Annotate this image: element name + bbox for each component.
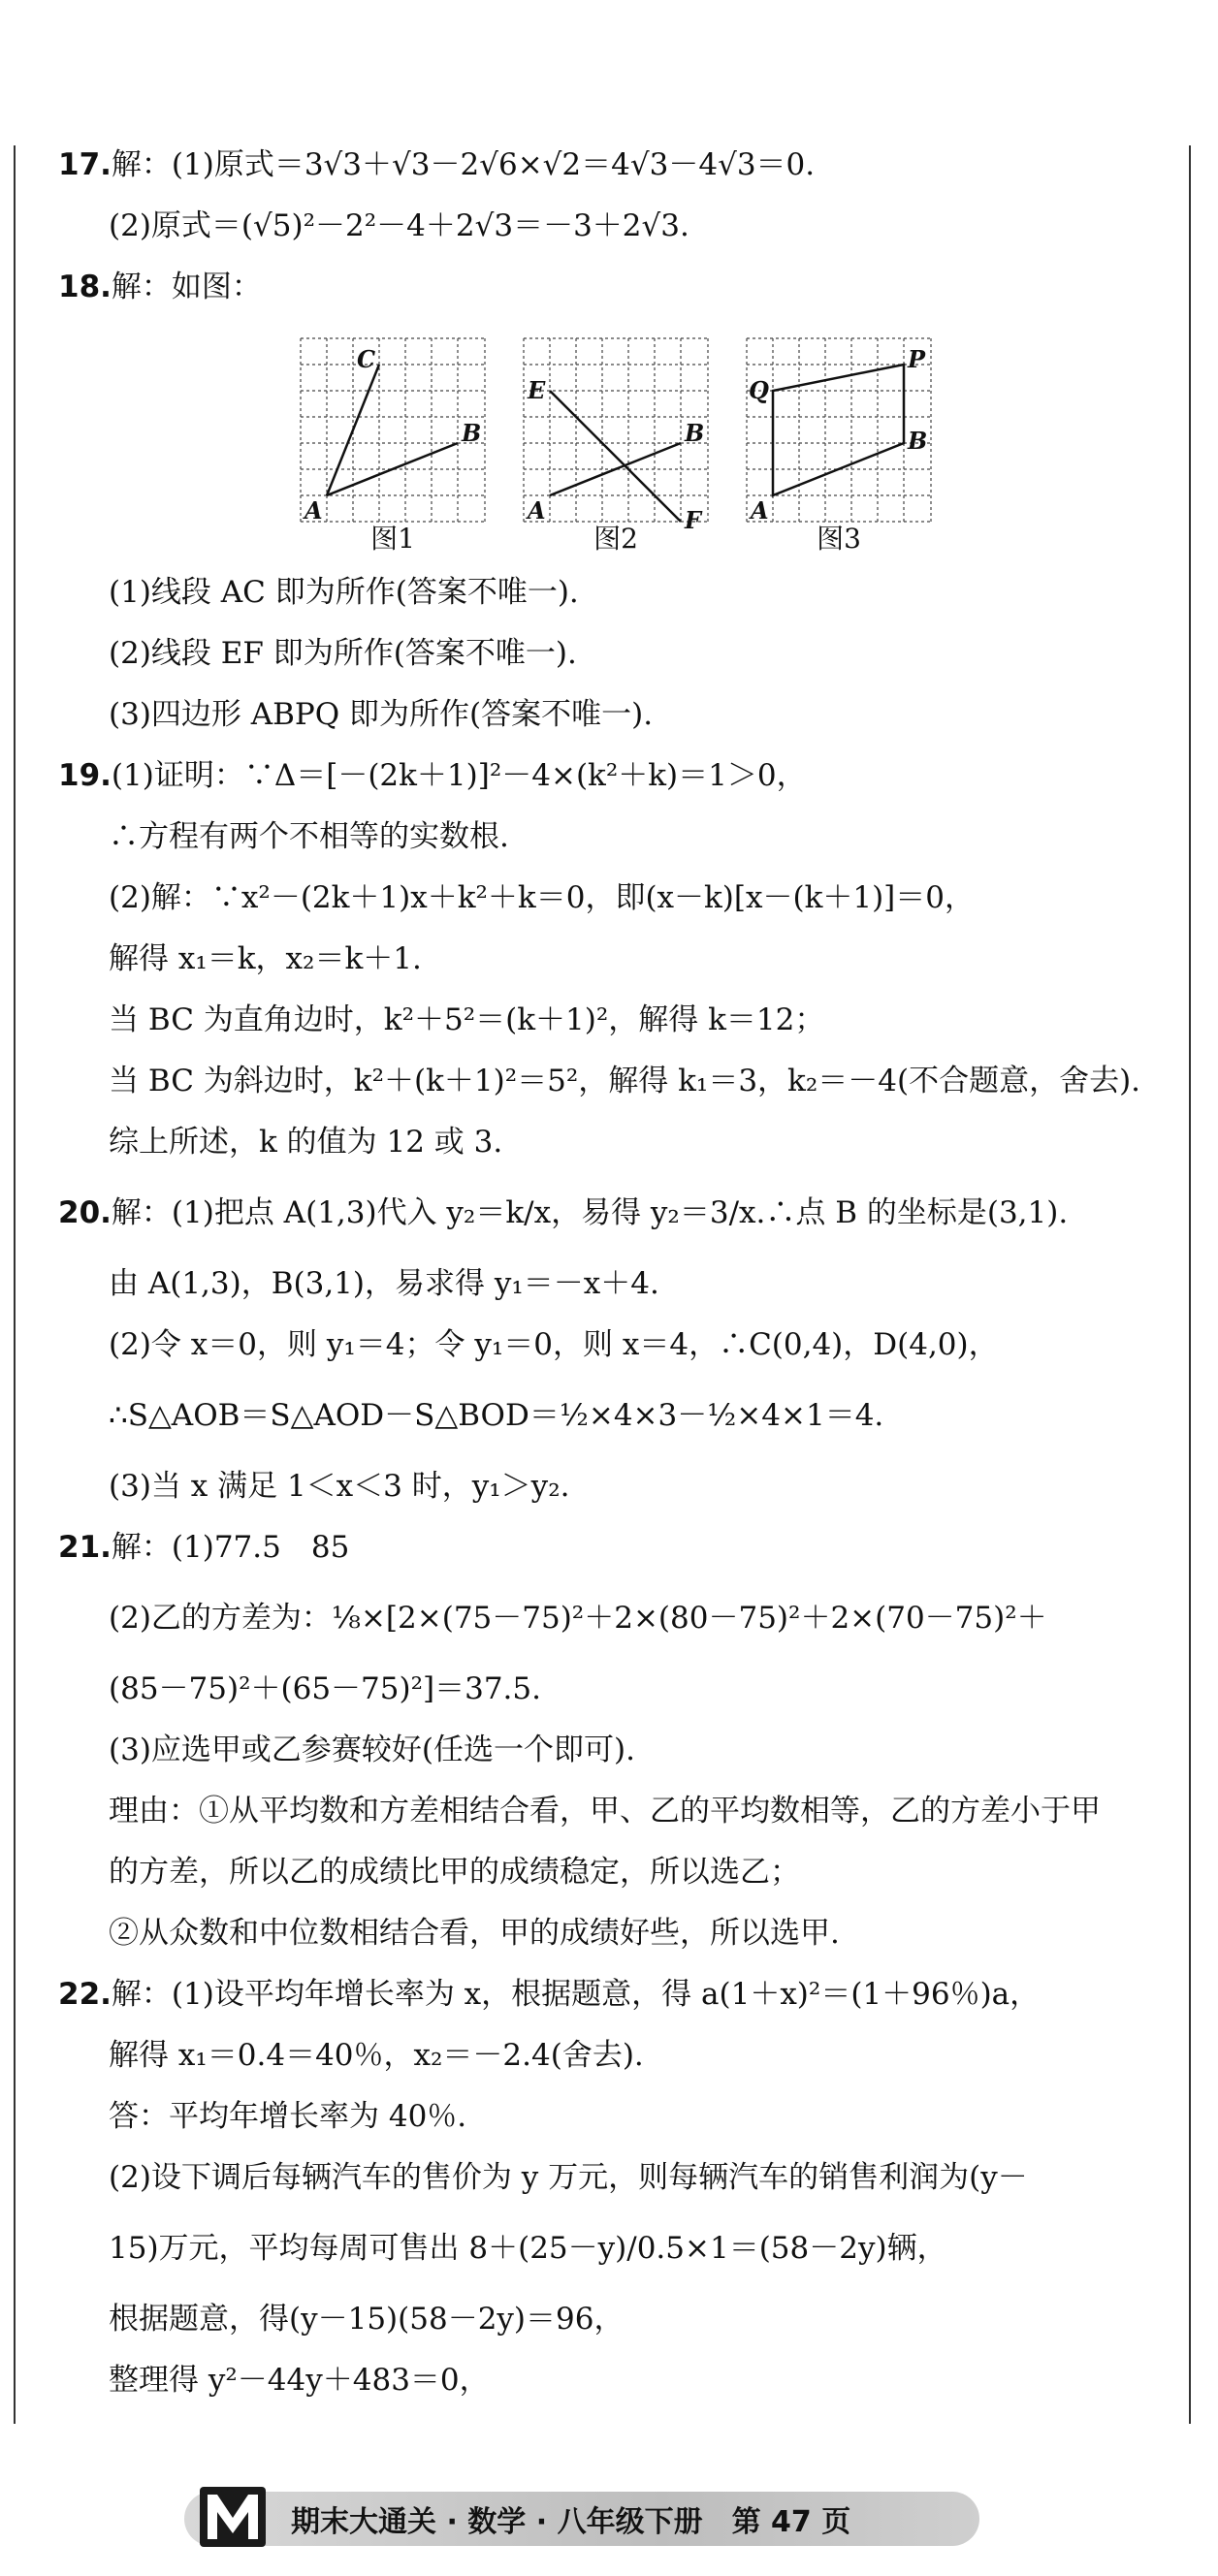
answer-content [58,145,1173,2422]
text-line: 20.解：(1)把点 A(1,3)代入 y₂＝k/x，易得 y₂＝3/x.∴点 B 的坐标是(3,1). [58,1195,1069,1230]
text-line: 解得 x₁＝k，x₂＝k＋1. [109,941,422,976]
text-line: 根据题意，得(y－15)(58－2y)＝96， [109,2302,625,2337]
label-a: A [528,496,546,525]
grid-diagram-1 [291,329,495,532]
text-line: 19.(1)证明：∵Δ＝[－(2k＋1)]²－4×(k²＋k)＝1＞0， [58,758,807,793]
grid-figures [58,329,1173,561]
label-q: Q [749,376,769,404]
figure-2 [514,329,718,561]
left-border-rule [14,145,16,2424]
label-e: E [528,376,546,404]
text-line: 的方差，所以乙的成绩比甲的成绩稳定，所以选乙； [109,1855,800,1890]
figure-caption: 图3 [817,523,861,555]
text-line: 理由：①从平均数和方差相结合看，甲、乙的平均数相等，乙的方差小于甲 [109,1794,1101,1829]
grid-diagram-3 [737,329,941,532]
brand-logo-icon [194,2477,272,2555]
text-line: (2)设下调后每辆汽车的售价为 y 万元，则每辆汽车的销售利润为(y－ [109,2160,1028,2195]
label-b: B [462,419,482,447]
grid-diagram-2 [514,329,718,532]
label-a: A [304,496,323,525]
text-line: (2)解：∵x²－(2k＋1)x＋k²＋k＝0，即(x－k)[x－(k＋1)]＝0， [109,880,975,915]
text-line: 17.解：(1)原式＝3√3＋√3－2√6×√2＝4√3－4√3＝0. [58,147,816,182]
text-line: 答：平均年增长率为 40％. [109,2099,467,2134]
text-line: (3)当 x 满足 1＜x＜3 时，y₁＞y₂. [109,1469,570,1504]
text-line: (2)乙的方差为：⅛×[2×(75－75)²＋2×(80－75)²＋2×(70－75)²＋ [109,1601,1047,1636]
text-line: (2)线段 EF 即为所作(答案不唯一). [109,636,577,671]
label-c: C [357,345,376,373]
text-line: (85－75)²＋(65－75)²]＝37.5. [109,1671,541,1706]
text-line: 由 A(1,3)，B(3,1)，易求得 y₁＝－x＋4. [109,1266,659,1301]
footer-banner [184,2492,979,2546]
figure-caption: 图2 [593,523,638,555]
text-line: ∴方程有两个不相等的实数根. [109,819,509,854]
text-line: ∴S△AOB＝S△AOD－S△BOD＝½×4×3－½×4×1＝4. [109,1398,884,1433]
text-line: (2)令 x＝0，则 y₁＝4；令 y₁＝0，则 x＝4，∴C(0,4)，D(4,0)， [109,1327,999,1362]
label-p: P [908,345,926,373]
text-line: 22.解：(1)设平均年增长率为 x，根据题意，得 a(1＋x)²＝(1＋96％)a， [58,1977,1041,2012]
text-line: 21.解：(1)77.5 85 [58,1530,350,1565]
text-line: 解得 x₁＝0.4＝40％，x₂＝－2.4(舍去). [109,2038,644,2073]
label-a: A [751,496,769,525]
footer-text: 期末大通关 · 数学 · 八年级下册 第 47 页 [291,2505,851,2539]
text-line: 当 BC 为直角边时，k²＋5²＝(k＋1)²，解得 k＝12； [109,1002,825,1037]
right-border-rule [1189,145,1191,2424]
label-f: F [685,506,702,532]
text-line: 综上所述，k 的值为 12 或 3. [109,1125,503,1160]
text-line: 18.解：如图： [58,270,262,304]
text-line: (2)原式＝(√5)²－2²－4＋2√3＝－3＋2√3. [109,208,689,243]
text-line: (3)应选甲或乙参赛较好(任选一个即可). [109,1733,635,1767]
text-line: ②从众数和中位数相结合看，甲的成绩好些，所以选甲. [109,1916,840,1951]
label-b: B [685,419,705,447]
figure-3 [737,329,941,561]
label-b: B [908,427,928,455]
text-line: 当 BC 为斜边时，k²＋(k＋1)²＝5²，解得 k₁＝3，k₂＝－4(不合题意，舍去). [109,1064,1141,1098]
text-line: 整理得 y²－44y＋483＝0， [109,2363,490,2398]
figure-caption: 图1 [370,523,415,555]
text-line: (1)线段 AC 即为所作(答案不唯一). [109,575,579,610]
text-line: (3)四边形 ABPQ 即为所作(答案不唯一). [109,697,654,732]
text-line: 15)万元，平均每周可售出 8＋(25－y)/0.5×1＝(58－2y)辆， [109,2231,947,2266]
figure-1 [291,329,495,561]
